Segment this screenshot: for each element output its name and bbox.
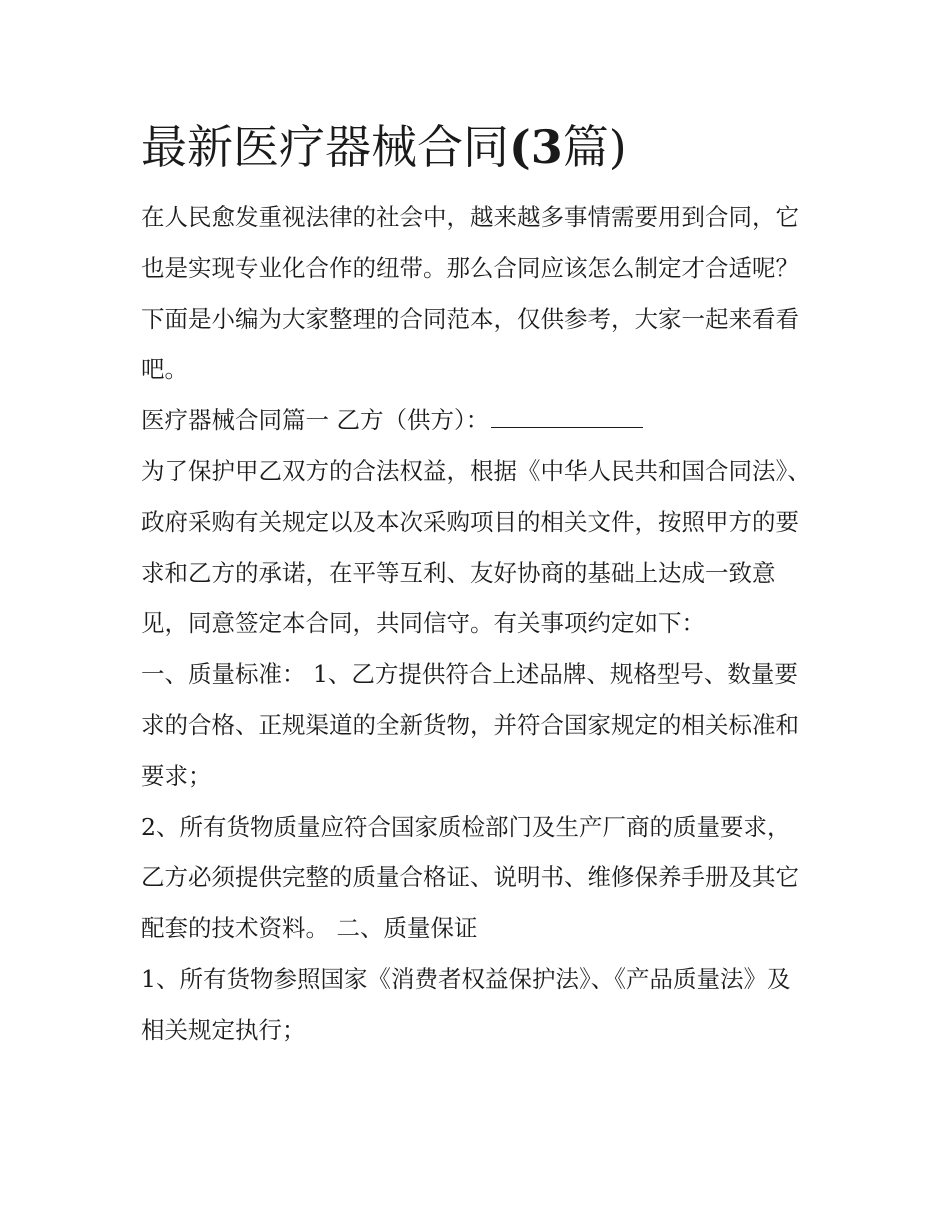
title-text-post: 篇) xyxy=(562,120,627,174)
party-line xyxy=(141,395,813,446)
supplier-blank-line xyxy=(491,407,643,428)
document-title xyxy=(141,112,813,182)
preamble-paragraph: 为了保护甲乙双方的合法权益，根据《中华人民共和国合同法》、政府采购有关规定以及本次采购项目的相关文件，按照甲方的要求和乙方的承诺，在平等互利、友好协商的基础上达成一致意见，同意签定本合同，共同信守。有关事项约定如下： xyxy=(141,456,811,638)
party-label: 医疗器械合同篇一 乙方（供方）： xyxy=(141,406,490,435)
quality-requirement-paragraph: 2、所有货物质量应符合国家质检部门及生产厂商的质量要求，乙方必须提供完整的质量合格证、说明书、维修保养手册及其它配套的技术资料。 二、质量保证 xyxy=(141,812,799,943)
quality-guarantee-paragraph: 1、所有货物参照国家《消费者权益保护法》、《产品质量法》及相关规定执行； xyxy=(141,964,791,1044)
title-count: (3 xyxy=(509,120,563,174)
document-page xyxy=(141,112,813,1056)
quality-standard-paragraph: 一、质量标准： 1、乙方提供符合上述品牌、规格型号、数量要求的合格、正规渠道的全新货物，并符合国家规定的相关标准和要求； xyxy=(141,660,799,790)
intro-paragraph: 在人民愈发重视法律的社会中，越来越多事情需要用到合同，它也是实现专业化合作的纽带。那么合同应该怎么制定才合适呢？下面是小编为大家整理的合同范本，仅供参考，大家一起来看看吧。 xyxy=(141,203,799,384)
title-text-pre: 最新医疗器械合同 xyxy=(141,120,509,174)
